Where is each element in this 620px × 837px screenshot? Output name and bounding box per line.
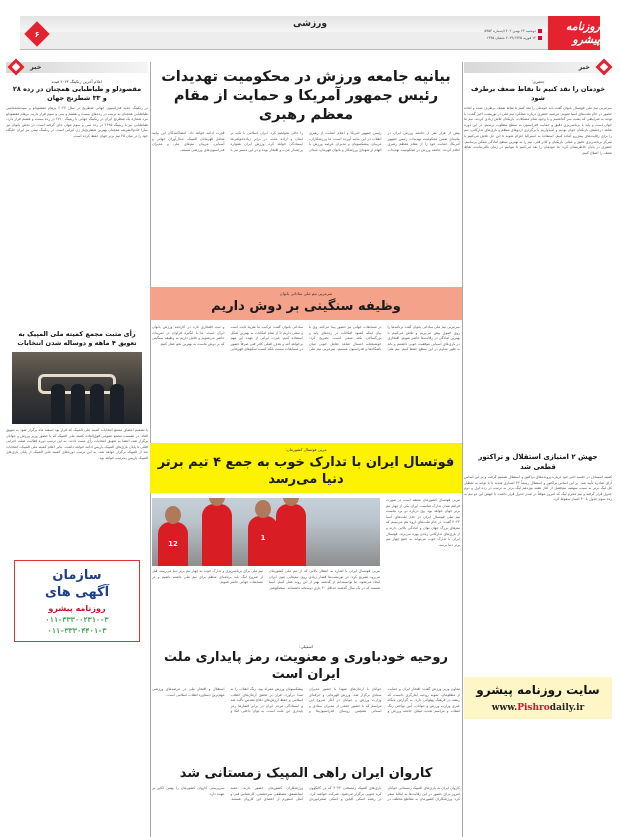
story-body: کمیته استیناف در جلسه اخیر خود درباره پرونده‌های تراکتور و استقلال تصمیم گرفت و بر این اساس آرای صادره تأیید شد. بر این اساس تراکتور و استقلال رسماً ۳۲ امتیازی شدند تا با توجه به تعطیل کل لیگ برتر به سبب سهمیه نیم‌فصل از آغاز هفته نوزدهم لیگ برتر به ترتیب در رده اول و دوم جدول قرار گرفته و تیم محرم لیگ که امروز موقتاً در صدر جدول قرار داشت با جهش این دو تیم به رده سوم جدول با ۳۰ امتیاز سقوط کرد.: [464, 475, 612, 502]
logo-text: روزنامه پیشرو: [565, 20, 600, 46]
main-column: [152, 58, 460, 837]
section-title: ورزشی: [293, 19, 327, 29]
olympic-meeting-photo: [12, 352, 142, 424]
bullet-icon: [538, 29, 542, 33]
story-headline[interactable]: روحیه خودباوری و معنویت، رمز پایداری ملت ایران است: [164, 650, 448, 682]
player-figure: 12: [158, 522, 188, 566]
player-figure: [202, 504, 232, 566]
news-diamond-icon: [596, 59, 613, 76]
person-figure: [51, 384, 65, 424]
column-divider: [462, 62, 463, 837]
website-ad-title: سایت روزنامه پیشرو: [476, 683, 600, 697]
story-kicker: اسفیلی:: [299, 644, 313, 649]
ad-title-line1: سازمان: [52, 568, 102, 583]
futsal-center: [152, 498, 380, 636]
website-ad[interactable]: [464, 677, 612, 719]
news-tab-label: خبر: [578, 63, 590, 71]
lead-body: بیش از هزار نفر از جامعه ورزش ایران در بیانیه‌ای ضمن محکومیت تهدیدات رئیس جمهور آمریکا، حمایت خود را از مقام معظم رهبری اعلام کردند. جامعه ورزش در محکومیت تهدیدات رئیس جمهور آمریکا و اعلام حمایت از رهبری انقلاب در این بیانیه آورده است: ما ورزشکاران، مربیان، پیشکسوتان و مدیران عرصه ورزش با الهام از شهدای ورزشکار و بانوان قهرمان، میدان را خالی نخواهیم کرد. ایران اسلامی با تکیه بر ایمان و اراده ملت، در برابر زیاده‌خواهی‌ها ایستادگی خواهد کرد. ورزش ایران همواره پرچمدار عزت و افتخار بوده و در این مسیر نیز با قدرت ادامه خواهد داد. امضاکنندگان این بیانیه شامل قهرمانان المپیک، مدال‌آوران جهانی و آسیایی، مربیان تیم‌های ملی و مدیران فدراسیون‌های ورزشی هستند.: [152, 131, 460, 152]
story5: [152, 765, 460, 812]
page-number-badge: [24, 21, 49, 46]
player-figure: [276, 504, 306, 566]
news-tab: [464, 62, 612, 73]
news-tab-label: خبر: [30, 63, 42, 71]
url-prefix: www.: [491, 703, 518, 713]
story-headline[interactable]: کاروان ایران راهی المپیک زمستانی شد: [179, 766, 433, 781]
bullet-icon: [538, 36, 542, 40]
story-body: معاون وزیر ورزش گفت: افتخار ایران و حمایت از مظلومان، نمونه روحیه ایثارگری دانست که ریشه در فرهنگ پهلوانی دارد. به گزارش پایگاه خبری وزارت ورزش و جوانان، آیین نواختن زنگ انقلاب و مراسم تجدید میثاق جامعه ورزش و جوانان با آرمان‌های شهدا با حضور مدیران ستادی برگزار شد. ورزش قهرمانی و حرفه‌ای وزارت ورزش و جوانان در آغاز شروع این مراسم که با حضور جمعی از مدیران ستادی و استانی همچنین روسای فدراسیون‌ها و پیشکسوتان ورزش همراه بود، زنگ انقلاب را به صدا درآورد. قرار بر تحقق آرمان‌های انقلاب اسلامی و حفظ ارزش‌های دفاع مقدس تأکید شد و ایستادگی مردم ایران در برابر فشارها رمز پایداری این ملت است. به توان داخلی اتکا و استقلال و افتخار ملی در عرصه‌های ورزشی مهم‌ترین دستاورد انقلاب اسلامی است.: [152, 687, 460, 714]
futsal-team-photo: [152, 498, 380, 566]
story-body: در رنکینگ جدید فدراسیون جهانی شطرنج در سال ۲۰۲۴ پرهام مقصودلو و سیدمحمدامین طباطبایی همچنان به ترتیب در رده‌های بیست و هشتم و سی و سوم قرار دارند. پرهام مقصودلو مرد شماره یک شطرنج ایران در رنکینگ جهانی با ریتینگ ۲۷۱۰ در رده بیست و هشتم قرار دارد. طباطبایی نیز با ریتینگ ۲۶۹۵ در رده سی و سوم جهان جای گرفته است. در بخش بانوان نیز سارا خادم‌الشریعه همچنان بهترین شطرنج‌باز زن ایرانی است. در رنکینگ تیمی نیز ایران جایگاه خود را در میان ۲۵ تیم برتر جهان حفظ کرده است.: [6, 106, 148, 138]
person-figure: [71, 384, 85, 424]
page-header: [20, 16, 600, 50]
story-body: با تصمیم اعضای مجمع انتخابات کمیته ملی المپیک که قرار بود اسفند ماه برگزار شود به تعویق افتاد. در نشست مجمع عمومی فوق‌العاده کمیته ملی المپیک که با حضور وزیر ورزش و جوانان برگزار شد، اعضا به تعویق انتخابات رأی مثبت دادند. به این ترتیب دوره فعالیت هیئت اجرایی فعلی تا پایان بازی‌های المپیک پاریس ادامه خواهد داشت. بنابر اعلام کمیته ملی المپیک، انتخابات بعد از المپیک برگزار خواهد شد. به این ترتیب دوره‌های کمیته ملی المپیک از پایان بازی‌های المپیک پاریس به‌ترتیب خواهد بود.: [6, 428, 148, 460]
left-column: [6, 58, 148, 837]
ad-title-line2: آگهی های: [44, 585, 110, 600]
url-suffix: .ir: [572, 703, 585, 713]
story-kicker: سرمربی تیم ملی ساداتی بانوان: [279, 291, 333, 296]
story-headline[interactable]: رأی مثبت مجمع کمیته ملی المپیک به تعویق ۴ ماهه و دوساله شدن انتخابات: [17, 330, 137, 347]
story-body: مربی فوتسال کشورمان معتقد است در صورت فراهم شدن تدارک مناسب، ایران یکی از چهار تیم برتر جهان خواهد بود. وی درباره دو برد نخست تیم ملی فوتسال ایران در جام ملت‌های آسیا ۲۰۲۴ گفت: در جام ملت‌های اروپا هم می‌بینیم که تیم‌های بزرگ جهان توان و آمادگی بالایی دارند و از بازی‌های تدارکاتی زیادی بهره می‌برند. فوتسال ایران با تدارک خوب می‌تواند به جمع چهار تیم برتر دنیا برسد.: [386, 498, 460, 547]
person-figure: [110, 384, 124, 424]
url-brand-tail: daily: [549, 703, 573, 713]
right-column: [464, 58, 612, 837]
story-banner-yellow: [150, 443, 462, 493]
date-line-1: [485, 29, 542, 33]
story-banner-salmon: [150, 287, 462, 320]
url-brand: Pishro: [517, 703, 550, 713]
story-kicker: اعلام آخرین رنکینگ ۲۰۲۴ فیده: [51, 79, 103, 84]
player-figure: 1: [248, 516, 278, 566]
story-headline[interactable]: وظیفه سنگینی بر دوش داریم: [211, 299, 401, 314]
ad-newspaper-name: روزنامه پیشرو: [48, 604, 106, 613]
date-line-2: [487, 36, 542, 40]
futsal-story-layout: [152, 498, 460, 636]
story-body: سرمربی تیم ملی ساداتی بانوان گفت برنامه‌ها را روی اصول پیش می‌بریم و تلاش می‌کنیم با بهترین آمادگی در رقابت‌ها حاضر شویم. افتخاری در بازی‌های آسیایی موفقیت خوبی داشتیم و باید به طور مداوم در این سطح حفظ کنیم. تیم ملی در مسابقات جهانی نیز حضور پیدا می‌کند. وی با بیان اینکه کمبود امکانات در رده‌های پایه و بزرگسالان نکته منفی است، تصریح کرد: خوشبختانه امسال شاهد تعامل خوبی میان باشگاه‌ها و فدراسیون هستیم. سرمربی تیم ملی ساداتی بانوان گفت: ترکیب ما تقریباً ثابت است و سعی داریم تا از تمام امکانات به بهترین شکل استفاده کنیم. غیرت ایرانی از عهده این مهم برخواهد آمد و هدف اصلی کادر فنی صرفاً حضور در مسابقات نیست بلکه کسب سکوهای قهرمانی و ثبت افتخاری تازه در کارنامه ورزش بانوان ایران است. ما با انگیزه فراوان در تمرینات حاضر می‌شویم و تلاش داریم به وظیفه سنگینی که بر دوش ماست به بهترین نحو عمل کنیم.: [152, 325, 460, 352]
ad-phone-2[interactable]: ۰۱۱-۳۳۳۰۴۴۰۱-۳: [47, 627, 107, 635]
lead-headline[interactable]: بیانیه جامعه ورزش در محکومیت تهدیدات رئیس جمهور آمریکا و حمایت از مقام معظم رهبری: [161, 69, 451, 123]
website-url[interactable]: [466, 703, 610, 713]
person-figure: [90, 384, 104, 424]
date-text-2: ۱۲ فوریه ۲۰۲۴/۱۴۴۵ شعبان ۱۴۴۵: [486, 36, 536, 40]
story-headline[interactable]: خودمان را نقد کنیم تا نقاط ضعف برطرف شود: [470, 85, 606, 102]
advertising-ad[interactable]: [14, 560, 140, 642]
story-kicker: مربی فوتسال کشورمان:: [285, 447, 327, 452]
date-text-1: دوشنبه ۲۳ بهمن ۱۴۰۲/شماره ۵۹۵۳: [484, 29, 536, 33]
story-headline[interactable]: فوتسال ایران با تدارک خوب به جمع ۴ تیم برتر دنیا می‌رسد: [157, 455, 455, 487]
ad-phone-1[interactable]: ۰۱۱-۳۳۳۰۰۲۳۱۰-۳: [45, 616, 109, 624]
story-headline[interactable]: جهش ۲ امتیازی استقلال و تراکتور قطعی شد: [478, 453, 598, 471]
page-number: ۶: [34, 29, 40, 39]
news-tab: [6, 62, 148, 73]
story4: [152, 644, 460, 757]
story-headline[interactable]: مقصودلو و طباطبایی همچنان در رده ۲۸ و ۳۳ شطرنج جهان: [12, 85, 142, 102]
story-body: مربی فوتسال ایران با اشاره به انتظار بالایی که از تیم ملی کشورمان می‌رود تصریح کرد: در تورنمنت‌ها فشار زیادی روی تیم‌هایی چون ایران ایجاد می‌شود. ما توانسته‌ایم از گذشته بهتر از این روند عمل کنیم. آسیا هستند که در یک سال گذشته حداقل ۳۰ بازی دوستانه داشته‌اند. سختکوشی تیم ملی برای برنامه‌ریزی و تدارک خوب به چهار تیم برتر دنیا می‌رسد. قبل از شروع لیگ باید برنامه‌ای منظم برای تیم ملی داشته باشیم و در مسابقات جهانی حاضر شویم.: [152, 569, 380, 590]
story-kicker: جعفری:: [531, 79, 545, 84]
story-body: سرمربی تیم ملی فوتسال بانوان گفت باید خودمان را نقد کنیم تا نقاط ضعف برطرف شده و آماده حضور در جام ملت‌های آسیا شویم. مرضیه جعفری درباره عملکرد تیم ملی در تورنمنت اخیر گفت: با توجه به شرایطی که پشت سر گذاشتیم و با وجود تمام مشکلات، بازیکنان تلاش زیادی کردند. تیم ما جوان است و باید با برنامه‌ریزی دقیق و حمایت فدراسیون به سطح مطلوب برسیم. در این دوره شاهد درخشش بازیکنان جوان بودیم و امیدواریم با برگزاری اردوهای منظم و بازی‌های تدارکاتی، تیم را برای رقابت‌های پیش‌رو آماده کنیم. استفاده به استرالیا اعزام شوند تا این حل تلاش می‌کنیم با تمرکز برنامه‌ریزی دقیق و عملی بازیکنان و کادر فنی، تیم را به بهترین سطح آمادگی ممکن برسانیم. جعفری در پایان خاطرنشان کرد: ما خودمان را نقد می‌کنیم تا بتوانیم در زمان باقی‌مانده، نقاط ضعف را اصلاح کنیم.: [464, 106, 612, 155]
news-diamond-icon: [8, 59, 25, 76]
story-body: کاروان ایران به بازی‌های المپیک زمستانی جوانان امروز برای حضور در این رقابت‌ها به ایتالیا سفر کرد. ورزشکاران کشورمان به مقاطع مختلف در بازی‌های المپیک زمستانی ۲۰۲۴ که در گانگوون کره جنوبی برگزار می‌شود، شرکت خواهند کرد. در رشته اسکی آلپاین و اسکی صحرانوردی ورزشکاران کشورمان حضور دارند. حمید ایمانشفق، مصطفی سرحشمی، کارشناس فنی و آنجل استورم از اعضای این کاروان هستند. سرپرستی کاروان کشورمان را بهمن آکاپر بر عهده دارد.: [152, 786, 460, 802]
